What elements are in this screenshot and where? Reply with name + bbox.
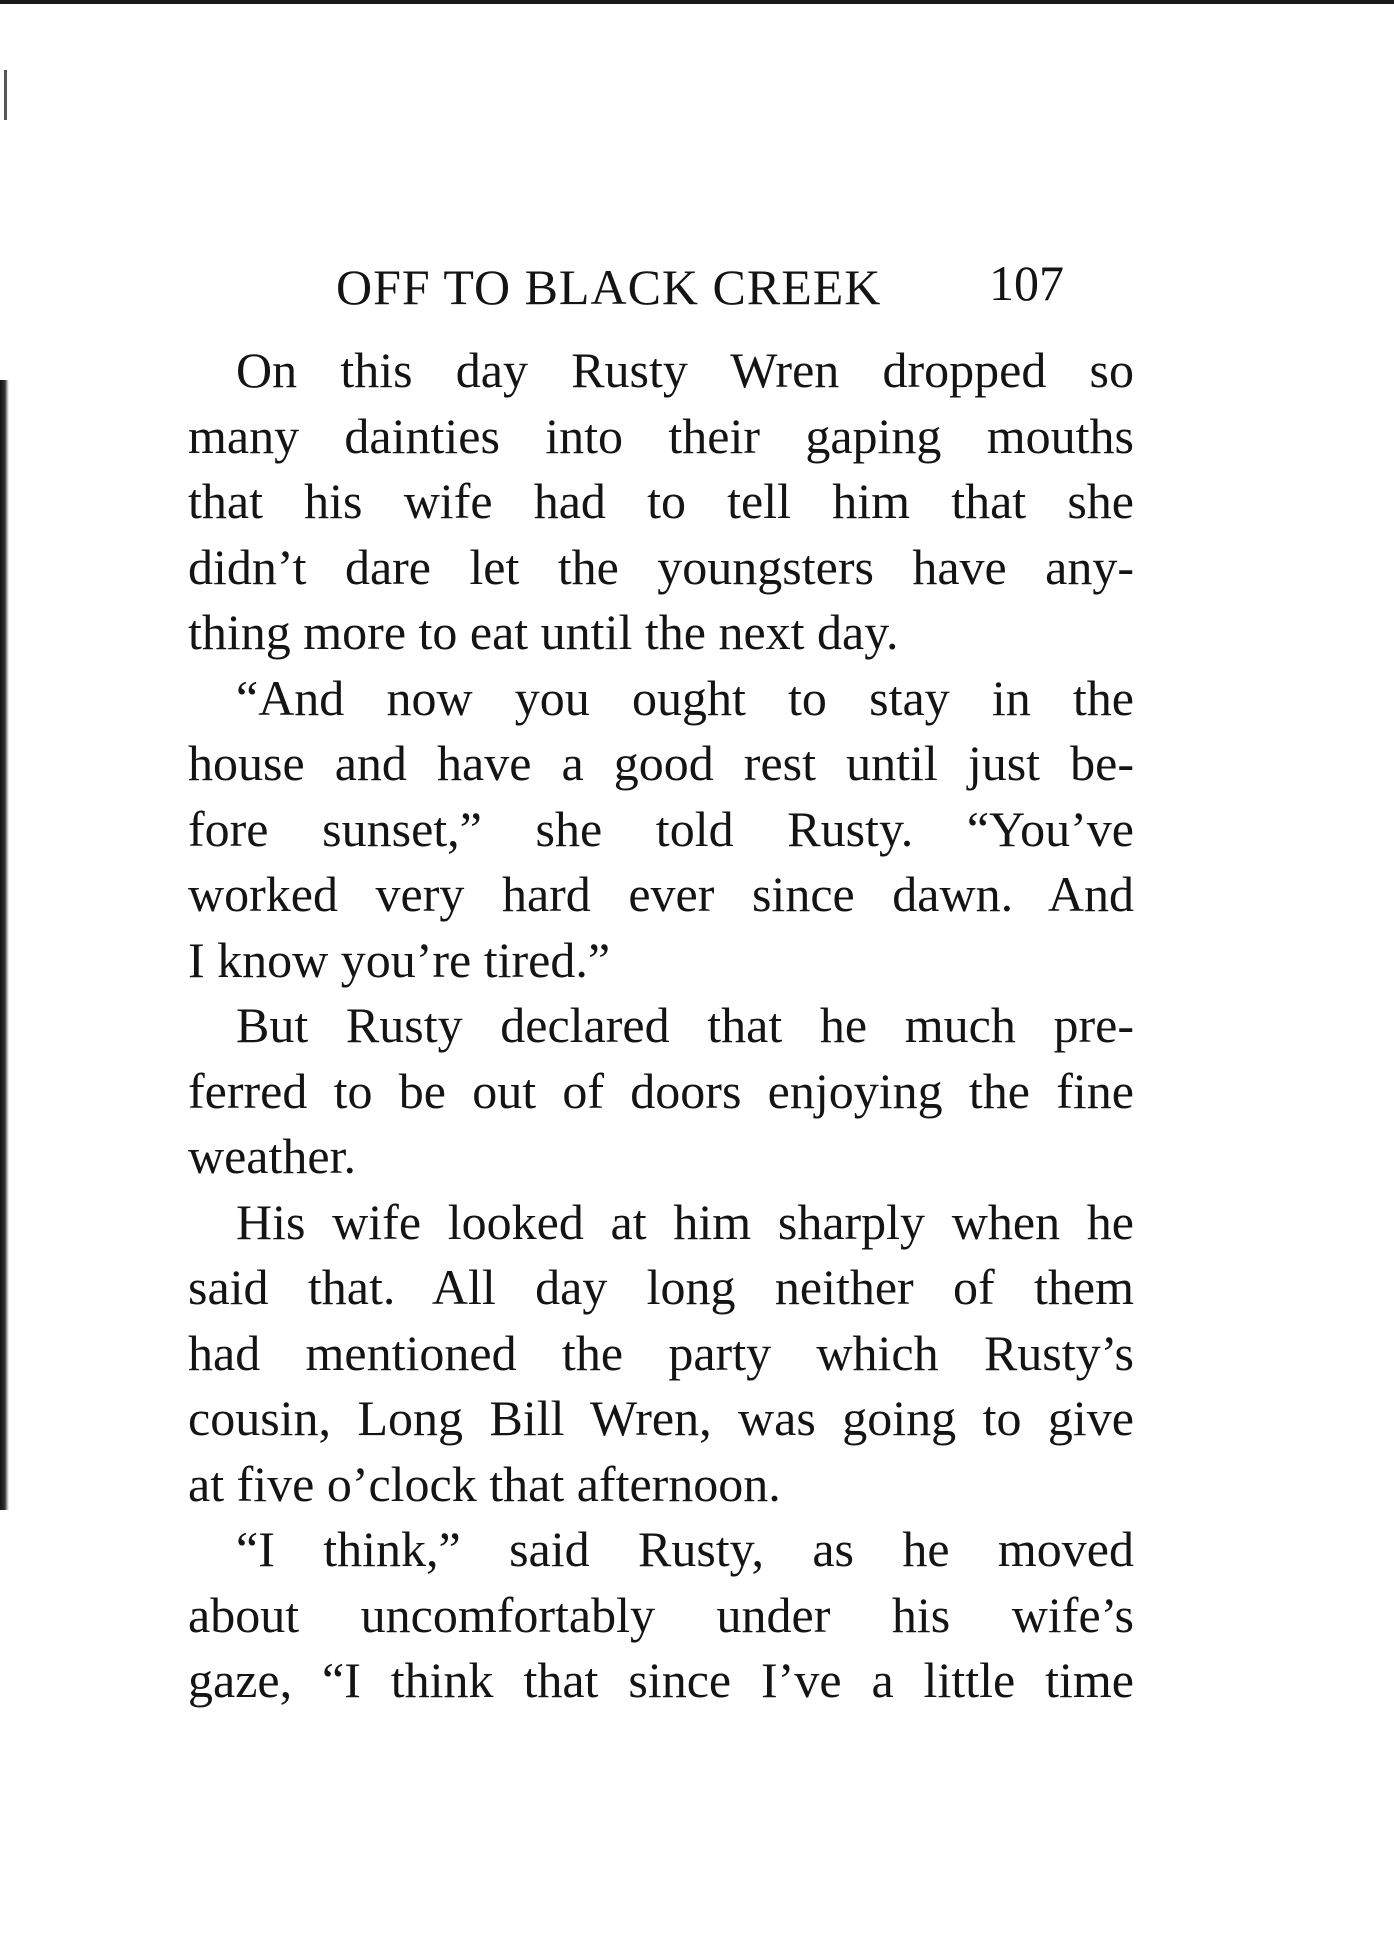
text-line: ferred to be out of doors enjoying the fine xyxy=(188,1062,1134,1119)
book-page xyxy=(188,250,1134,1714)
text-line: His wife looked at him sharply when he xyxy=(236,1193,1134,1250)
text-line: cousin, Long Bill Wren, was going to give xyxy=(188,1390,1134,1446)
paragraph xyxy=(188,666,1134,994)
text-line: worked very hard ever since dawn. And xyxy=(188,866,1134,922)
text-line: But Rusty declared that he much pre- xyxy=(236,997,1134,1053)
text-line: many dainties into their gaping mouths xyxy=(188,407,1134,464)
text-line: “I think,” said Rusty, as he moved xyxy=(236,1521,1134,1577)
scan-margin-mark xyxy=(4,70,7,120)
text-line: gaze, “I think that since I’ve a little time xyxy=(188,1652,1134,1708)
page-number: 107 xyxy=(989,255,1064,311)
body-text xyxy=(188,338,1134,1714)
text-line: had mentioned the party which Rusty’s xyxy=(188,1324,1134,1381)
text-line: house and have a good rest until just be- xyxy=(188,735,1134,791)
text-line: On this day Rusty Wren dropped so xyxy=(236,342,1134,398)
paragraph xyxy=(188,338,1134,666)
running-head xyxy=(188,250,1134,328)
paragraph xyxy=(188,1517,1134,1714)
text-line: that his wife had to tell him that she xyxy=(188,473,1134,529)
text-line: didn’t dare let the youngsters have any- xyxy=(188,538,1134,595)
text-line: fore sunset,” she told Rusty. “You’ve xyxy=(188,800,1134,857)
running-title: OFF TO BLACK CREEK xyxy=(336,259,882,315)
text-line: thing more to eat until the next day. xyxy=(188,604,899,660)
text-line: “And now you ought to stay in the xyxy=(236,669,1134,726)
text-line: weather. xyxy=(188,1128,356,1184)
text-line: said that. All day long neither of them xyxy=(188,1259,1134,1315)
text-line: about uncomfortably under his wife’s xyxy=(188,1586,1134,1643)
scan-top-edge xyxy=(0,0,1394,4)
text-line: I know you’re tired.” xyxy=(188,931,611,988)
paragraph xyxy=(188,1190,1134,1518)
paragraph xyxy=(188,993,1134,1190)
text-line: at five o’clock that afternoon. xyxy=(188,1455,781,1512)
scan-binding-shadow xyxy=(0,380,9,1510)
